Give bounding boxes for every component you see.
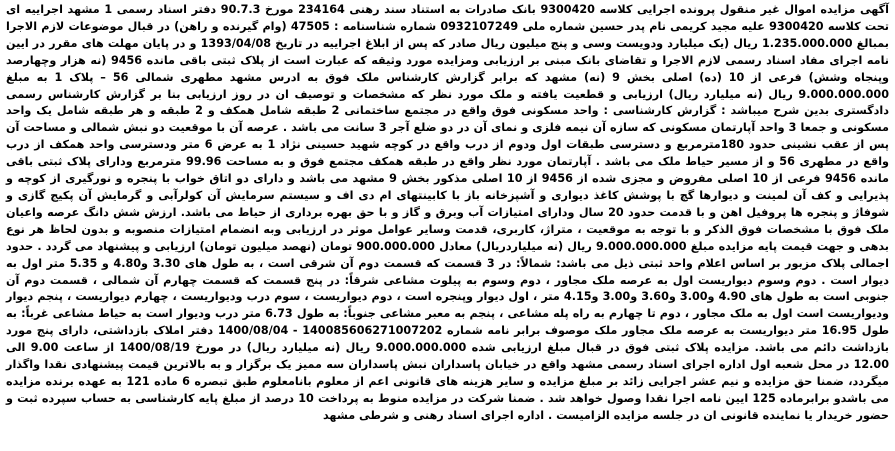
auction-notice-text: آگهی مزایده اموال غیر منقول پرونده اجرایی کلاسه 9300420 بانک صادرات به استناد سند رهنی 234164 مورخ 90.7.3 دفتر اسناد رسمی 1 مشهد اجراییه ای تحت کلاسه 9300420 علیه مجید کریمی نام پدر حسین شماره ملی 0932107249 شماره شناسنامه : 47505 (وام گیرنده و راهن) در قبال موضوعات لازم الاجرا بمبالغ 1.235.000.000 ریال (یک میلیارد ودویست وسی و پنج میلیون ریال صادر که پس از ابلاغ اجراییه در تاریخ 1393/04/08 و در پایان مهلت های مقرر در ایین نامه اجرای مفاد اسناد رسمی لازم الاجرا و تقاضای بانک مبنی بر ارزیابی ومزایده مورد وثیقه که عبارت است از پلاک ثبتی باقی مانده 9456 (نه هزار وچهارصد وپنجاه وشش) فرعی از 10 (ده) اصلی بخش 9 (نه) مشهد که برابر گزارش کارشناس ملک فوق به ادرس مشهد مطهری شمالی 56 – پلاک 1 به مبلغ 9.000.000.000 ریال (نه میلیارد ریال) ارزیابی و قطعیت یافته و ملک مورد نظر که مشخصات و توصیف ان در روز ارزیابی بنا بر گزارش کارشناس رسمی دادگستری بدین شرح میباشد : گزارش کارشناسی : واحد مسکونی فوق واقع در مجتمع ساختمانی 2 طبقه شامل همکف و 2 طبقه و هر طبقه شامل یک واحد مسکونی و جمعا 3 واحد آپارتمان مسکونی که سازه آن نیمه فلزی و نمای آن در دو ضلع آجر 3 سانت می باشد . عرصه آن با موقعیت دو نبش شمالی و مساحت آن پس از عقب نشینی حدود 180مترمربع و دسترسی طبقات اول ودوم از درب واقع در کوچه شهید حسینی نژاد 1 به عرض 6 متر ودسترسی واحد همکف از درب واقع در مطهری 56 و از مسیر حیاط ملک می باشد . آپارتمان مورد نظر واقع در طبقه همکف مجتمع فوق و به مساحت 99.96 مترمربع ودارای پلاک ثبتی باقی مانده 9456 فرعی از 10 اصلی مفروض و مجزی شده از 9456 از 10 اصلی مذکور بخش 9 مشهد می باشد و دارای دو اتاق خواب با پنجره و نورگیری از کوچه و پذیرایی و کف آن لمینت و دیوارها گچ با پوشش کاغذ دیواری و آشپزخانه باز با کابینتهای ام دی اف و سیستم سرمایش آن کولرآبی و گرمایش آن پکیج گازی و شوفاژ و پنجره ها پروفیل اهن و با قدمت حدود 20 سال ودارای امتیازات آب وبرق و گاز و با حق بهره برداری از حیاط می باشد. ارزش شش دانگ عرصه واعیان ملک فوق با مشخصات فوق الذکر و با توجه به موقعیت ، متراژ، کاربری، قدمت وسایر عوامل موثر در ارزیابی وبه انضمام امتیازات منصوبه و بدون لحاظ هر نوع بدهی و جهت قیمت پایه مزایده مبلغ 9.000.000.000 ریال (نه میلیاردریال) معادل 900.000.000 تومان (نهصد میلیون تومان) ارزیابی و پیشنهاد می گردد . حدود اجمالی پلاک مزبور بر اساس اعلام واحد ثبتی ذیل می باشد: شمالاً: در 3 قسمت که قسمت دوم آن شرقی است ، به طول های 3.30 و4.80 و 5.35 متر اول به دیوار است . دوم وسوم دیواریست اول به عرصه ملک مجاور ، دوم وسوم به پیلوت مشاعی شرقاً: در پنج قسمت که قسمت چهارم آن شمالی ، قسمت دوم آن جنوبی است به طول های 4.90 و3.00 و3.60 و3.00 و4.15 متر ، اول دیوار وپنجره است ، دوم دیواریست ، سوم درب ودیواریست ، چهارم دیواریست ، پنجم دیوار ودیواریست است اول به ملک مجاور ، دوم تا چهارم به راه پله مشاعی ، پنجم به معبر مشاعی جنوباً: به طول 6.73 متر درب ودیوار است به حیاط مشاعی غرباً: به طول 16.95 متر دیواریست به عرصه ملک مجاور ملک موصوف برابر نامه شماره 14008560627100720​2 - 1400/08/04 دفتر املاک بازداشتی، دارای پنج مورد بازداشت دائم می باشد. مزایده پلاک ثبتی فوق در قبال مبلغ ارزیابی شده 9.000.000.000 ریال (نه میلیارد ریال) در مورخ 1400/08/19 از ساعت 9.00 الی 12.00 در محل شعبه اول اداره اجرای اسناد رسمی مشهد واقع در خیابان پاسداران نبش پاسداران سه ممیز یک برگزار و به بالاترین قیمت پیشنهادی نقدا واگذار میگردد، ضمنا حق مزایده و نیم عشر اجرایی زائد بر مبلغ مزایده و سایر هزینه های قانونی اعم از معلوم بانامعلوم طبق تبصره 6 ماده 121 به عهده برنده مزایده می باشدو برابرماده 125 ایین نامه اجرا نقدا وصول خواهد شد . ضمنا شرکت در مزایده منوط به پرداخت 10 درصد از مبلغ پایه کارشناسی به حساب سپرده ثبت و حضور خریدار یا نماینده قانونی ان در جلسه مزایده الزامیست . اداره اجرای اسناد رهنی و شرطی مشهد	[6, 3, 890, 422]
